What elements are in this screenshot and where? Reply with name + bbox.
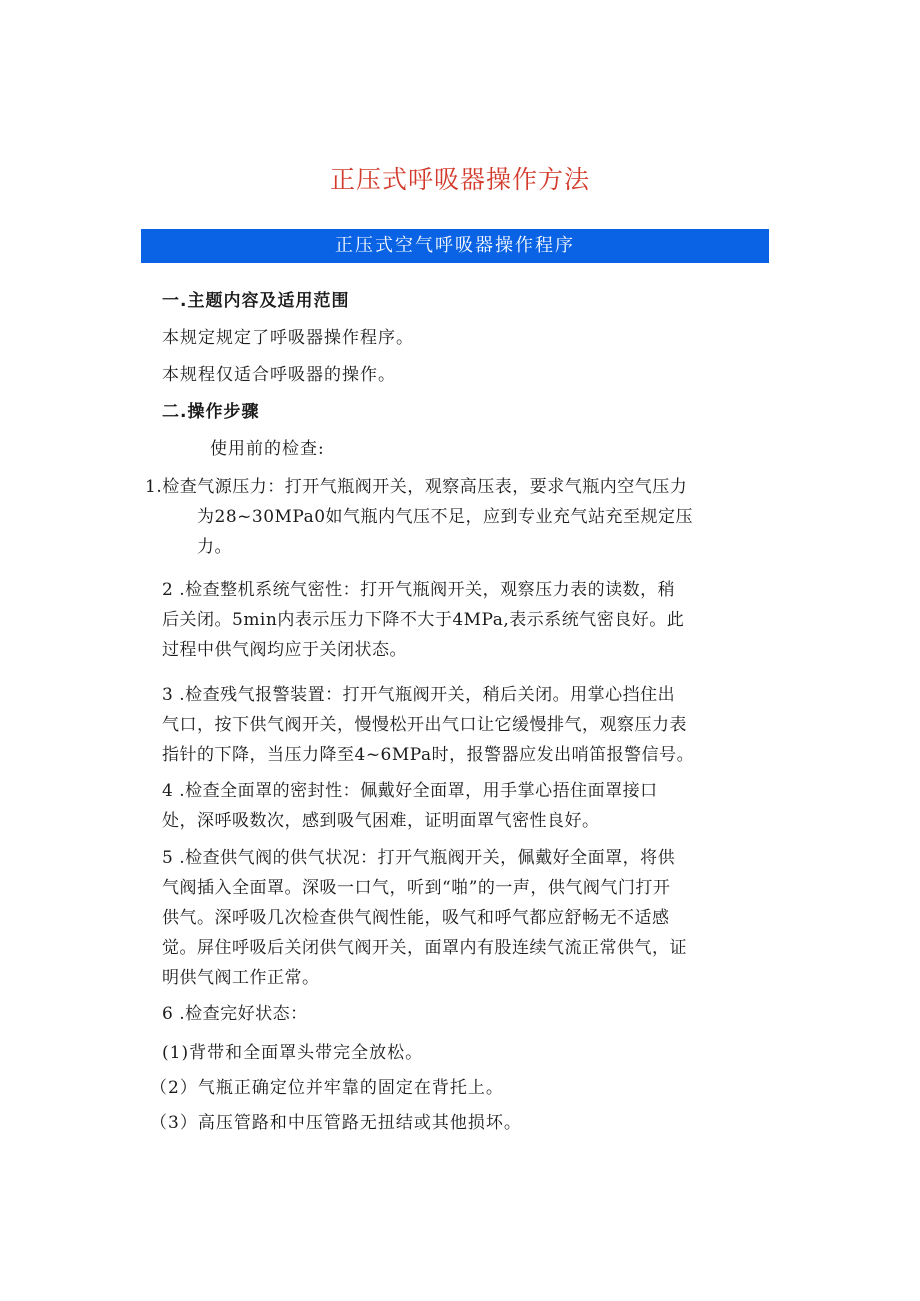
step-4-line-1: 4 .检查全面罩的密封性：佩戴好全面罩，用手掌心捂住面罩接口	[162, 781, 658, 801]
step-6-line-1: 6 .检查完好状态：	[162, 1004, 308, 1024]
step-4-line-2: 处，深呼吸数次，感到吸气困难，证明面罩气密性良好。	[162, 811, 600, 831]
step-1-line-2: 为28~30MPa0如气瓶内气压不足，应到专业充气站充至规定压	[197, 507, 694, 527]
section2-heading: 二.操作步骤	[162, 402, 260, 422]
step-5-line-2: 气阀插入全面罩。深吸一口气，听到“啪”的一声，供气阀气门打开	[162, 878, 671, 898]
subitem-2: （2）气瓶正确定位并牢靠的固定在背托上。	[150, 1078, 504, 1098]
step-3-line-1: 3 .检查残气报警装置：打开气瓶阀开关，稍后关闭。用掌心挡住出	[162, 685, 676, 705]
step-5	[162, 843, 762, 993]
step-2-line-1: 2 .检查整机系统气密性：打开气瓶阀开关，观察压力表的读数，稍	[162, 580, 676, 600]
step-1-line-3: 力。	[197, 537, 232, 557]
step-2	[162, 575, 762, 665]
step-2-line-2: 后关闭。5min内表示压力下降不大于4MPa,表示系统气密良好。此	[162, 610, 685, 630]
step-5-line-3: 供气。深呼吸几次检查供气阀性能，吸气和呼气都应舒畅无不适感	[162, 908, 670, 928]
step-5-line-4: 觉。屏住呼吸后关闭供气阀开关，面罩内有股连续气流正常供气，证	[162, 938, 687, 958]
subitem-1: (1)背带和全面罩头带完全放松。	[162, 1043, 424, 1063]
section1-line-2: 本规程仅适合呼吸器的操作。	[162, 365, 396, 385]
step-5-line-1: 5 .检查供气阀的供气状况：打开气瓶阀开关，佩戴好全面罩，将供	[162, 848, 676, 868]
section1-line-1: 本规定规定了呼吸器操作程序。	[162, 328, 414, 348]
step-3-line-2: 气口，按下供气阀开关，慢慢松开出气口让它缓慢排气，观察压力表	[162, 715, 687, 735]
section2-subheading: 使用前的检查:	[210, 439, 325, 459]
step-3	[162, 680, 762, 770]
step-4	[162, 776, 762, 836]
document-title: 正压式呼吸器操作方法	[329, 165, 590, 194]
step-5-line-5: 明供气阀工作正常。	[162, 968, 320, 988]
step-1-line-1: 1.检查气源压力：打开气瓶阀开关，观察高压表，要求气瓶内空气压力	[145, 477, 688, 497]
step-2-line-3: 过程中供气阀均应于关闭状态。	[162, 640, 407, 660]
section1-heading: 一.主题内容及适用范围	[162, 291, 350, 311]
step-6	[162, 999, 762, 1029]
section-banner: 正压式空气呼吸器操作程序	[141, 229, 769, 263]
step-3-line-3: 指针的下降，当压力降至4~6MPa时，报警器应发出哨笛报警信号。	[162, 745, 695, 765]
step-1	[145, 472, 770, 562]
subitem-3: （3）高压管路和中压管路无扭结或其他损坏。	[150, 1113, 522, 1133]
